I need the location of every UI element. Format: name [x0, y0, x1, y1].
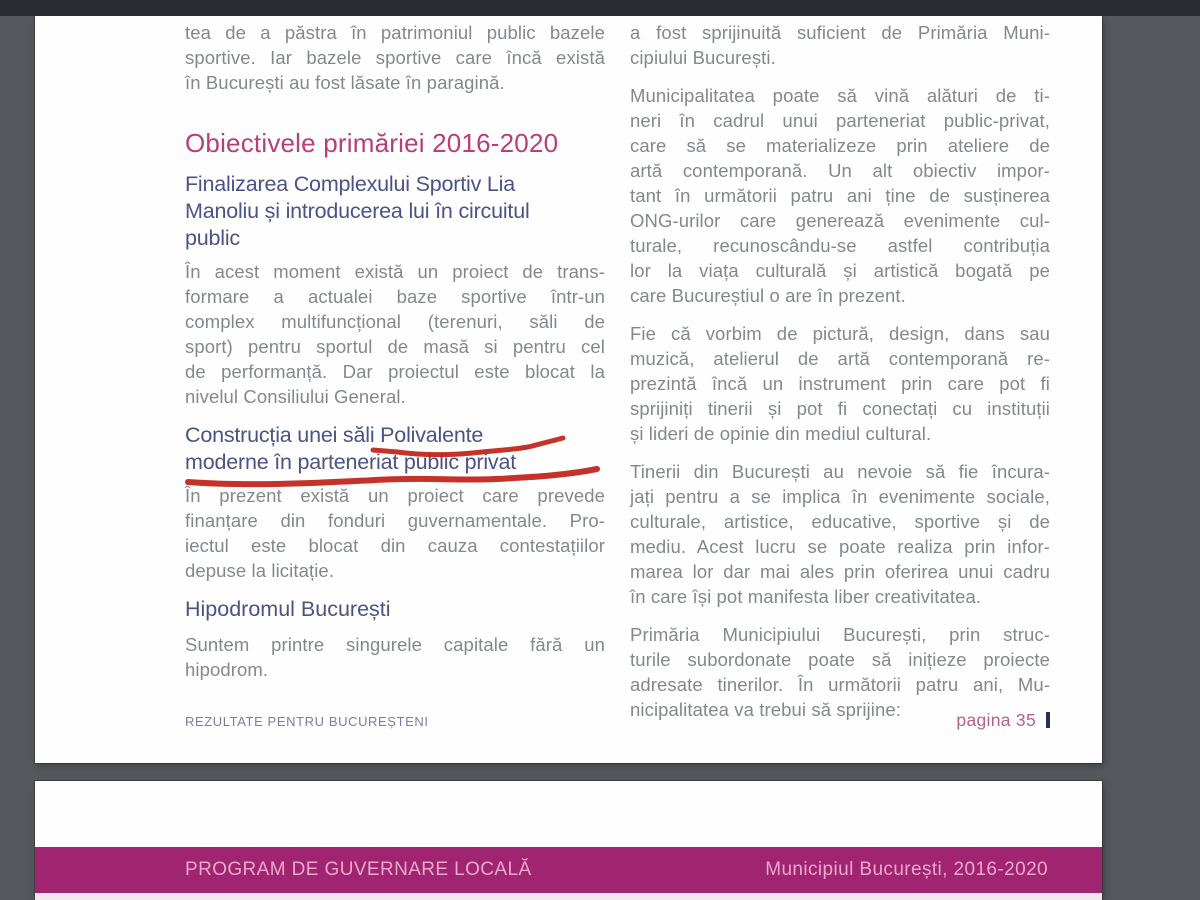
- chapter-banner: [35, 847, 1102, 893]
- text-line: Finalizarea Complexului Sportiv Lia: [185, 172, 515, 196]
- text-line: turale, recunoscându-se astfel contribuția: [630, 235, 1050, 256]
- footer-document-title: REZULTATE PENTRU BUCUREȘTENI: [185, 714, 429, 729]
- text-line: lor la viața culturală și artistică bogată pe: [630, 260, 1050, 281]
- text-line: cipiului București.: [630, 47, 776, 68]
- text-line: Primăria Municipiului București, prin struc-: [630, 624, 1050, 645]
- text-line: sportive. Iar bazele sportive care încă există: [185, 47, 605, 68]
- page-marker-bar: [1046, 712, 1050, 728]
- text-line: Suntem printre singurele capitale fără un: [185, 634, 605, 655]
- text-line: în care își pot manifesta liber creativitatea.: [630, 586, 982, 607]
- text-line: Fie că vorbim de pictură, design, dans sau: [630, 323, 1050, 344]
- paragraph-ateliere-arta: [630, 321, 1050, 446]
- text-line: marea lor dar mai ales prin oferirea unui cadru: [630, 561, 1050, 582]
- text-line: jați pentru a se implica în evenimente sociale,: [630, 486, 1050, 507]
- text-line: mediu. Acest lucru se poate realiza prin infor-: [630, 536, 1050, 557]
- text-line: tea de a păstra în patrimoniul public bazele: [185, 22, 605, 43]
- right-column: [630, 20, 1050, 735]
- text-line: Manoliu și introducerea lui în circuitul: [185, 199, 530, 223]
- text-line: neri în cadrul unui parteneriat public-privat,: [630, 110, 1050, 131]
- text-line: public: [185, 226, 240, 250]
- text-line: adresate tinerilor. În următorii patru ani, Mu-: [630, 674, 1050, 695]
- text-line: muzică, atelierul de artă contemporană re-: [630, 348, 1050, 369]
- text-line: Municipalitatea poate să vină alături de ti-: [630, 85, 1050, 106]
- text-line: tant în următorii patru ani ține de susținerea: [630, 185, 1050, 206]
- document-page-35: [35, 16, 1102, 763]
- paragraph-proiect-finantare: [185, 483, 605, 583]
- banner-bottom-strip: [35, 893, 1102, 900]
- text-line: formare a actualei baze sportive într-un: [185, 286, 605, 307]
- text-line: artă contemporană. Un alt obiectiv impor-: [630, 160, 1050, 181]
- paragraph-complex-sportiv: [185, 259, 605, 409]
- banner-title: PROGRAM DE GUVERNARE LOCALĂ: [185, 859, 532, 880]
- text-line: care Bucureștiul o are în prezent.: [630, 285, 906, 306]
- text-line: nivelul Consiliului General.: [185, 386, 406, 407]
- subheading-hipodromul: Hipodromul București: [185, 597, 391, 621]
- page-number-label: pagina 35: [956, 710, 1036, 730]
- text-line: nicipalitatea va trebui să sprijine:: [630, 699, 901, 720]
- text-line: În acest moment există un proiect de trans-: [185, 261, 605, 282]
- text-line: care să se materializeze prin ateliere de: [630, 135, 1050, 156]
- text-line: prezintă încă un instrument prin care pot fi: [630, 373, 1050, 394]
- text-line: complex multifuncțional (terenuri, săli de: [185, 311, 605, 332]
- text-line: a fost sprijinuită suficient de Primăria Muni-: [630, 22, 1050, 43]
- text-line: culturale, artistice, educative, sportive și de: [630, 511, 1050, 532]
- paragraph-hipodrom: [185, 632, 605, 682]
- paragraph-municipalitatea: [630, 83, 1050, 308]
- text-line: finanțare din fonduri guvernamentale. Pro-: [185, 510, 605, 531]
- paragraph-intro: [185, 20, 605, 95]
- text-line: iectul este blocat din cauza contestațiilor: [185, 535, 605, 556]
- text-line: ONG-urilor care generează evenimente cul-: [630, 210, 1050, 231]
- paragraph-sprijin: [630, 20, 1050, 70]
- subheading-constructia-sali: [185, 422, 605, 476]
- left-column: [185, 20, 605, 695]
- text-line: moderne în parteneriat public privat: [185, 450, 517, 474]
- viewer-top-strip: [0, 0, 1200, 16]
- text-line: în București au fost lăsate în paragină.: [185, 72, 505, 93]
- page-number: [956, 710, 1050, 731]
- banner-subtitle: Municipiul București, 2016-2020: [765, 859, 1048, 880]
- paragraph-tinerii: [630, 459, 1050, 609]
- next-page-top: [35, 781, 1102, 900]
- text-line: Construcția unei săli Polivalente: [185, 423, 484, 447]
- text-line: de performanță. Dar proiectul este blocat la: [185, 361, 605, 382]
- text-line: sprijiniți tinerii și pot fi conectați cu instituții: [630, 398, 1050, 419]
- text-line: În prezent există un proiect care prevede: [185, 485, 605, 506]
- text-line: și lideri de opinie din mediul cultural.: [630, 423, 932, 444]
- subheading-finalizarea: [185, 171, 605, 252]
- text-line: turile subordonate poate să inițieze proiecte: [630, 649, 1050, 670]
- text-line: Tinerii din București au nevoie să fie încura-: [630, 461, 1050, 482]
- section-heading-objectives: Obiectivele primăriei 2016-2020: [185, 128, 559, 158]
- paragraph-primaria-proiecte: [630, 622, 1050, 722]
- text-line: hipodrom.: [185, 659, 269, 680]
- text-line: depuse la licitație.: [185, 560, 335, 581]
- text-line: sport) pentru sportul de masă si pentru cel: [185, 336, 605, 357]
